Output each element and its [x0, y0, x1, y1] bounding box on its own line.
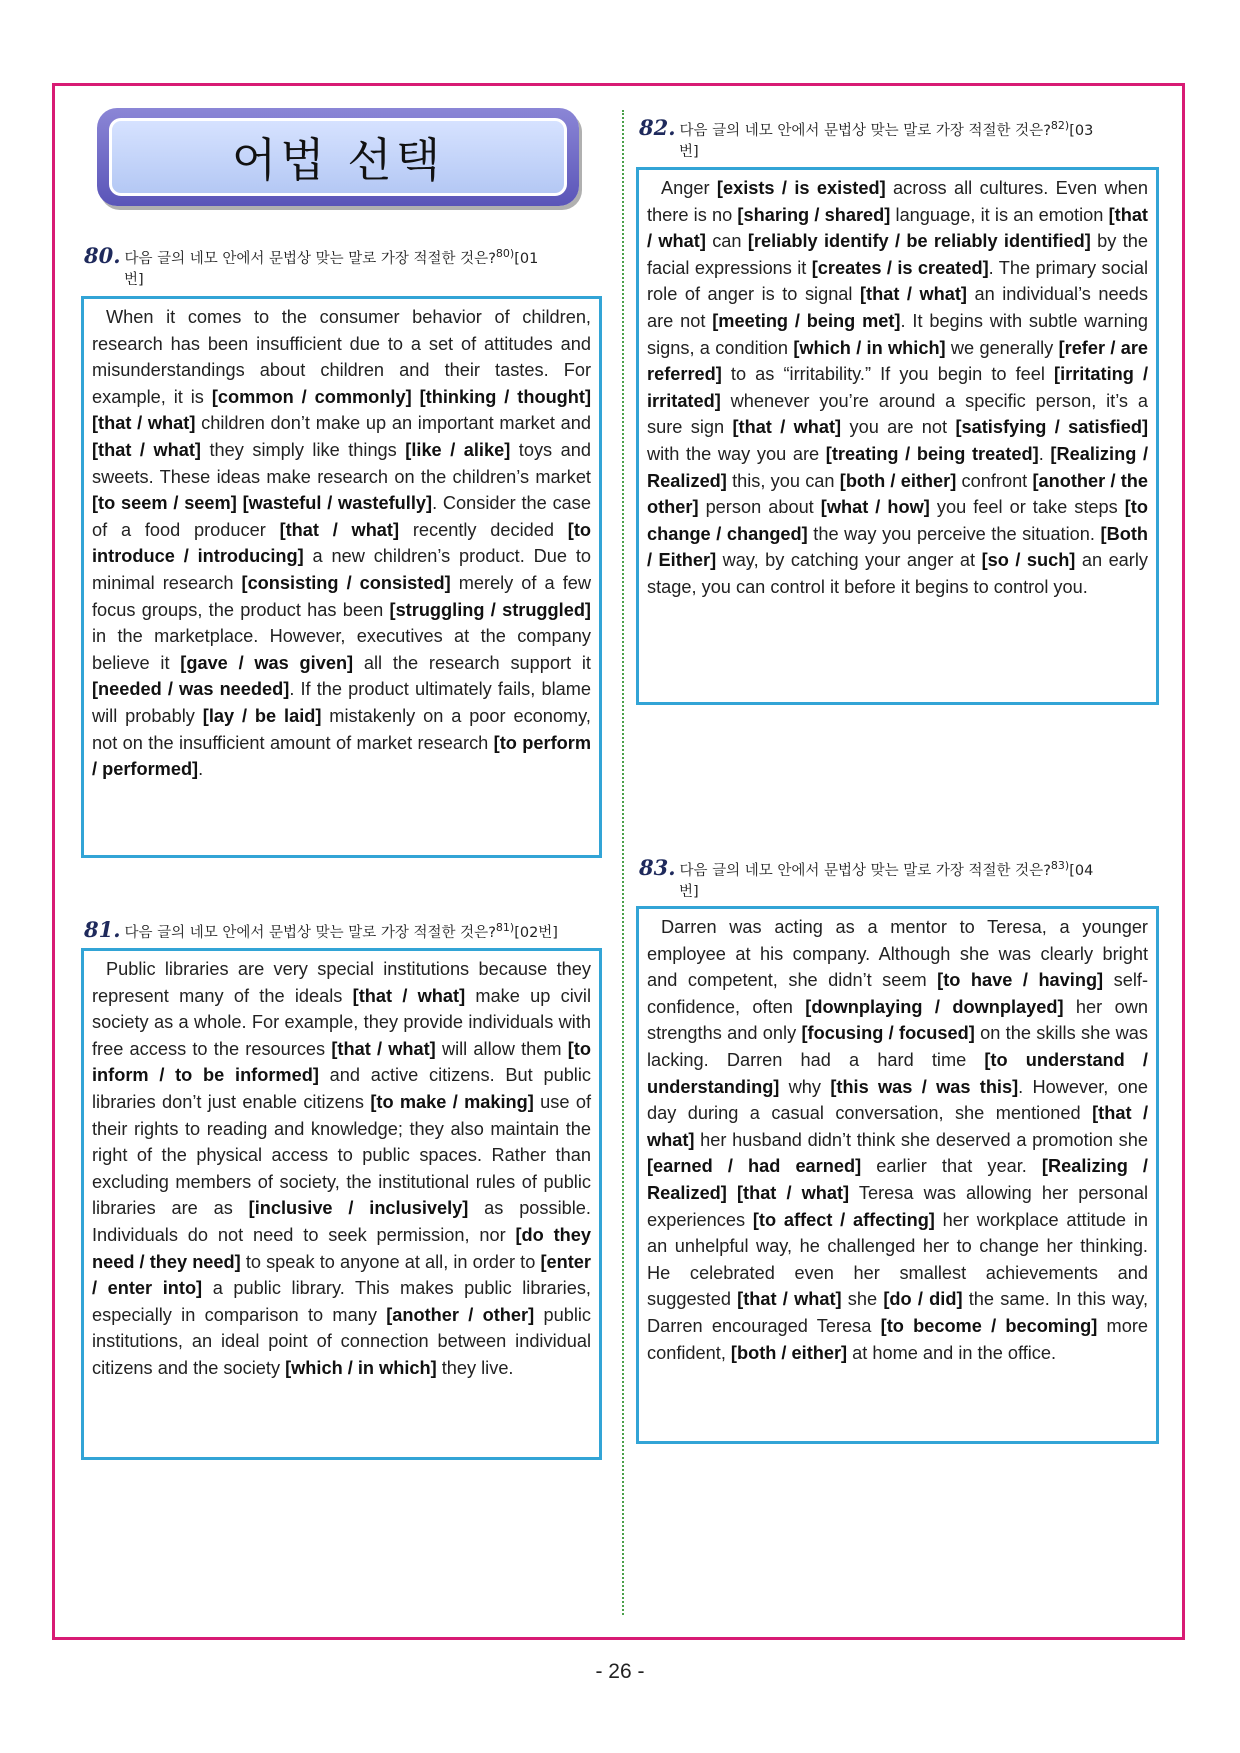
grammar-choice: [gave / was given]	[180, 652, 354, 673]
column-divider	[622, 110, 624, 1615]
question-number: 82.	[639, 114, 676, 140]
grammar-choice: [that / what]	[331, 1038, 436, 1059]
grammar-choice: [exists / is existed]	[716, 178, 886, 198]
grammar-choice: [inclusive / inclusively]	[248, 1198, 469, 1219]
question-tail-wrap: 번]	[124, 271, 144, 288]
passage-box-83	[636, 906, 1159, 1444]
grammar-choice: [needed / was needed]	[92, 679, 290, 700]
grammar-choice: [that / what]	[279, 519, 400, 540]
grammar-choice: [what / how]	[820, 497, 930, 518]
grammar-choice: [Both / Either]	[647, 523, 1148, 571]
grammar-choice: [to have / having]	[937, 970, 1104, 991]
question-tail-wrap: 번]	[679, 143, 699, 160]
question-81-header	[84, 917, 614, 944]
question-number: 81.	[84, 916, 121, 942]
grammar-choice: [thinking / thought]	[419, 386, 592, 407]
footnote-ref: 80)	[495, 247, 515, 260]
grammar-choice: [to inform / to be informed]	[92, 1038, 591, 1086]
question-83-header	[639, 855, 1164, 903]
grammar-choice: [that / what]	[352, 985, 466, 1006]
grammar-choice: [struggling / struggled]	[389, 599, 591, 620]
passage-box-82	[636, 167, 1159, 705]
grammar-choice: [consisting / consisted]	[241, 572, 451, 593]
grammar-choice: [another / the other]	[647, 470, 1148, 518]
passage-text: Anger [exists / is existed] across all cultures. Even when there is no [sharing / shared] language, it is an emotion [that / what] can [reliably identify / be reliably identified] by the facial expressions it [creates / is created]. The primary social role of anger is to signal [that / what] an individual’s needs are not [meeting / being met]. It begins with subtle warning signs, a condition [which / in which] we generally [refer / are referred] to as “irritability.” If you begin to feel [irritating / irritated] whenever you’re around a specific person, it’s a sure sign [that / what] you are not [satisfying / satisfied] with the way you are [treating / being treated]. [Realizing / Realized] this, you can [both / either] confront [another / the other] person about [what / how] you feel or take steps [to change / changed] the way you perceive the situation. [Both / Either] way, by catching your anger at [so / such] an early stage, you can control it before it begins to control you.	[647, 178, 1149, 597]
title-banner-inner	[109, 118, 567, 196]
grammar-choice: [to make / making]	[370, 1091, 534, 1112]
grammar-choice: [that / what]	[647, 1103, 1148, 1150]
question-number: 80.	[84, 242, 121, 268]
grammar-choice: [Realizing / Realized]	[647, 443, 1148, 491]
question-prompt: 다음 글의 네모 안에서 문법상 맞는 말로 가장 적절한 것은?	[124, 924, 496, 941]
grammar-choice: [irritating / irritated]	[647, 364, 1148, 411]
question-prompt: 다음 글의 네모 안에서 문법상 맞는 말로 가장 적절한 것은?	[679, 862, 1051, 879]
passage-text: Public libraries are very special institutions because they represent many of the ideals [that / what] make up civil society as a whole. For example, they provide individuals with free access to the resources [that / what] will allow them [to inform / to be informed] and active citizens. But public libraries don’t just enable citizens [to make / making] use of their rights to reading and knowledge; they also maintain the right of the physical access to public spaces. Rather than excluding members of society, the institutional rules of public libraries are as [inclusive / inclusively] as possible. Individuals do not need to seek permission, nor [do they need / they need] to speak to anyone at all, in order to [enter / enter into] a public library. This makes public libraries, especially in comparison to many [another / other] public institutions, an ideal point of connection between individual citizens and the society [which / in which] they live.	[92, 959, 592, 1378]
grammar-choice: [another / other]	[386, 1304, 535, 1325]
grammar-choice: [to become / becoming]	[880, 1315, 1098, 1336]
grammar-choice: [do they need / they need]	[92, 1224, 591, 1272]
footnote-ref: 81)	[495, 921, 515, 934]
passage-box-80	[81, 296, 602, 858]
grammar-choice: [like / alike]	[405, 439, 511, 460]
grammar-choice: [this was / was this]	[830, 1076, 1019, 1097]
question-82-header	[639, 115, 1164, 163]
grammar-choice: [focusing / focused]	[801, 1023, 975, 1044]
grammar-choice: [enter / enter into]	[92, 1251, 591, 1299]
grammar-choice: [reliably identify / be reliably identified]	[747, 231, 1091, 252]
grammar-choice: [lay / be laid]	[202, 705, 322, 726]
grammar-choice: [to introduce / introducing]	[92, 519, 591, 567]
question-tail-wrap: 번]	[679, 883, 699, 900]
grammar-choice: [sharing / shared]	[737, 204, 891, 225]
page-number: - 26 -	[595, 1660, 645, 1683]
grammar-choice: [which / in which]	[285, 1357, 437, 1378]
grammar-choice: [common / commonly]	[211, 386, 412, 407]
passage-box-81	[81, 948, 602, 1460]
grammar-choice: [refer / are referred]	[647, 337, 1149, 385]
grammar-choice: [do / did]	[883, 1289, 963, 1310]
question-tail: [01	[514, 250, 539, 267]
grammar-choice: [satisfying / satisfied]	[955, 417, 1149, 438]
grammar-choice: [that / what]	[92, 439, 201, 460]
grammar-choice: [Realizing / Realized]	[647, 1156, 1148, 1203]
grammar-choice: [treating / being treated]	[825, 443, 1039, 464]
grammar-choice: [that / what]	[647, 204, 1148, 252]
question-80-header	[84, 243, 604, 291]
footnote-ref: 83)	[1050, 859, 1070, 872]
question-tail: [03	[1069, 122, 1094, 139]
grammar-choice: [meeting / being met]	[712, 310, 901, 331]
grammar-choice: [that / what]	[732, 417, 842, 438]
question-prompt: 다음 글의 네모 안에서 문법상 맞는 말로 가장 적절한 것은?	[124, 250, 496, 267]
grammar-choice: [so / such]	[981, 550, 1076, 571]
footnote-ref: 82)	[1050, 119, 1070, 132]
question-prompt: 다음 글의 네모 안에서 문법상 맞는 말로 가장 적절한 것은?	[679, 122, 1051, 139]
grammar-choice: [wasteful / wastefully]	[242, 493, 433, 514]
grammar-choice: [that / what]	[736, 1182, 850, 1203]
grammar-choice: [creates / is created]	[811, 257, 989, 278]
grammar-choice: [to change / changed]	[647, 497, 1148, 544]
grammar-choice: [both / either]	[730, 1342, 848, 1363]
title-banner	[97, 108, 579, 206]
grammar-choice: [earned / had earned]	[647, 1156, 862, 1177]
grammar-choice: [which / in which]	[793, 337, 946, 358]
grammar-choice: [to understand / understanding]	[647, 1049, 1148, 1097]
section-title: 어법 선택	[231, 133, 445, 187]
passage-text: When it comes to the consumer behavior of children, research has been insufficient due to a set of attitudes and misunderstandings about children and their tastes. For example, it is [common / commonly] [thinking / thought] [that / what] children don’t make up an important market and [that / what] they simply like things [like / alike] toys and sweets. These ideas make research on the children’s market [to seem / seem] [wasteful / wastefully]. Consider the case of a food producer [that / what] recently decided [to introduce / introducing] a new children’s product. Due to minimal research [consisting / consisted] merely of a few focus groups, the product has been [struggling / struggled] in the marketplace. However, executives at the company believe it [gave / was given] all the research support it [needed / was needed]. If the product ultimately fails, blame will probably [lay / be laid] mistakenly on a poor economy, not on the insufficient amount of market research [to perform / performed].	[92, 307, 592, 780]
grammar-choice: [that / what]	[737, 1289, 842, 1310]
passage-text: Darren was acting as a mentor to Teresa, a younger employee at his company. Although she was clearly bright and competent, she didn’t seem [to have / having] self-confidence, often [downplaying / downplayed] her own strengths and only [focusing / focused] on the skills she was lacking. Darren had a hard time [to understand / understanding] why [this was / was this]. However, one day during a casual conversation, she mentioned [that / what] her husband didn’t think she deserved a promotion she [earned / had earned] earlier that year. [Realizing / Realized] [that / what] Teresa was allowing her personal experiences [to affect / affecting] her workplace attitude in an unhelpful way, he challenged her to change her thinking. He celebrated even her smallest achievements and suggested [that / what] she [do / did] the same. In this way, Darren encouraged Teresa [to become / becoming] more confident, [both / either] at home and in the office.	[647, 917, 1149, 1363]
grammar-choice: [both / either]	[839, 470, 957, 491]
question-tail: [02번]	[514, 924, 558, 941]
grammar-choice: [to seem / seem]	[92, 493, 237, 514]
grammar-choice: [to perform / performed]	[92, 732, 591, 780]
grammar-choice: [that / what]	[860, 284, 967, 305]
grammar-choice: [that / what]	[92, 413, 196, 434]
question-tail: [04	[1069, 862, 1094, 879]
question-number: 83.	[639, 854, 676, 880]
grammar-choice: [to affect / affecting]	[752, 1209, 935, 1230]
grammar-choice: [downplaying / downplayed]	[805, 996, 1064, 1017]
